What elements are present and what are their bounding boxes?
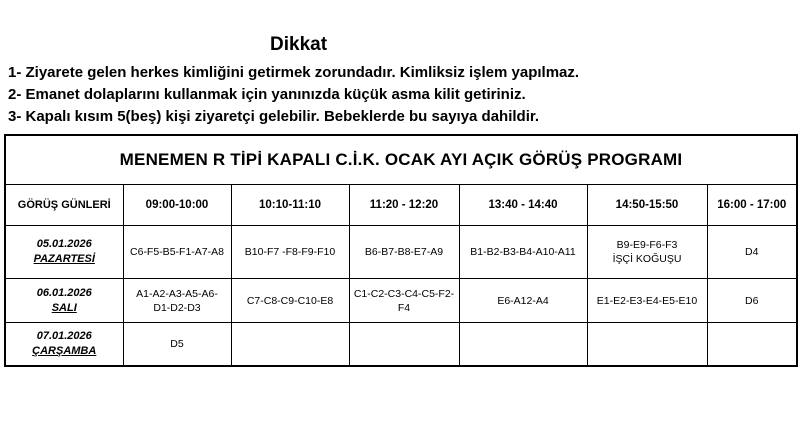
header-slot-3: 11:20 - 12:20	[349, 185, 459, 226]
slot-cell	[231, 323, 349, 367]
header-slot-1: 09:00-10:00	[123, 185, 231, 226]
table-row	[5, 279, 797, 323]
slot-cell: B10-F7 -F8-F9-F10	[231, 226, 349, 279]
notice-item-2: 2- Emanet dolaplarını kullanmak için yanınızda küçük asma kilit getiriniz.	[8, 86, 526, 103]
slot-cell: D5	[123, 323, 231, 367]
table-row	[5, 226, 797, 279]
header-slot-6: 16:00 - 17:00	[707, 185, 797, 226]
header-days-label: GÖRÜŞ GÜNLERİ	[5, 185, 123, 226]
slot-cell: D4	[707, 226, 797, 279]
slot-cell: C1-C2-C3-C4-C5-F2- F4	[349, 279, 459, 323]
slot-cell: B9-E9-F6-F3 İŞÇİ KOĞUŞU	[587, 226, 707, 279]
slot-cell	[349, 323, 459, 367]
day-date: 05.01.2026	[36, 238, 92, 250]
header-slot-2: 10:10-11:10	[231, 185, 349, 226]
slot-cell: D6	[707, 279, 797, 323]
day-name: ÇARŞAMBA	[32, 345, 97, 357]
slot-cell	[459, 323, 587, 367]
schedule-banner: MENEMEN R TİPİ KAPALI C.İ.K. OCAK AYI AÇIK GÖRÜŞ PROGRAMI	[5, 135, 797, 185]
slot-cell	[707, 323, 797, 367]
slot-cell: C7-C8-C9-C10-E8	[231, 279, 349, 323]
header-row	[5, 185, 797, 226]
header-slot-5: 14:50-15:50	[587, 185, 707, 226]
slot-cell: A1-A2-A3-A5-A6- D1-D2-D3	[123, 279, 231, 323]
day-cell	[5, 279, 123, 323]
notice-item-1: 1- Ziyarete gelen herkes kimliğini getirmek zorundadır. Kimliksiz işlem yapılmaz.	[8, 64, 580, 81]
day-name: SALI	[51, 301, 77, 314]
slot-cell: B1-B2-B3-B4-A10-A11	[459, 226, 587, 279]
table-row	[5, 323, 797, 367]
visit-schedule-table	[4, 134, 798, 367]
slot-cell: E1-E2-E3-E4-E5-E10	[587, 279, 707, 323]
day-name: PAZARTESİ	[33, 253, 95, 265]
notice-list	[8, 62, 579, 128]
day-cell	[5, 323, 123, 367]
slot-cell	[587, 323, 707, 367]
header-slot-4: 13:40 - 14:40	[459, 185, 587, 226]
slot-cell: C6-F5-B5-F1-A7-A8	[123, 226, 231, 279]
day-date: 06.01.2026	[36, 286, 92, 299]
notice-title: Dikkat	[270, 34, 328, 55]
slot-cell: E6-A12-A4	[459, 279, 587, 323]
day-cell	[5, 226, 123, 279]
notice-item-3: 3- Kapalı kısım 5(beş) kişi ziyaretçi gelebilir. Bebeklerde bu sayıya dahildir.	[8, 108, 540, 125]
day-date: 07.01.2026	[36, 330, 92, 342]
slot-cell: B6-B7-B8-E7-A9	[349, 226, 459, 279]
